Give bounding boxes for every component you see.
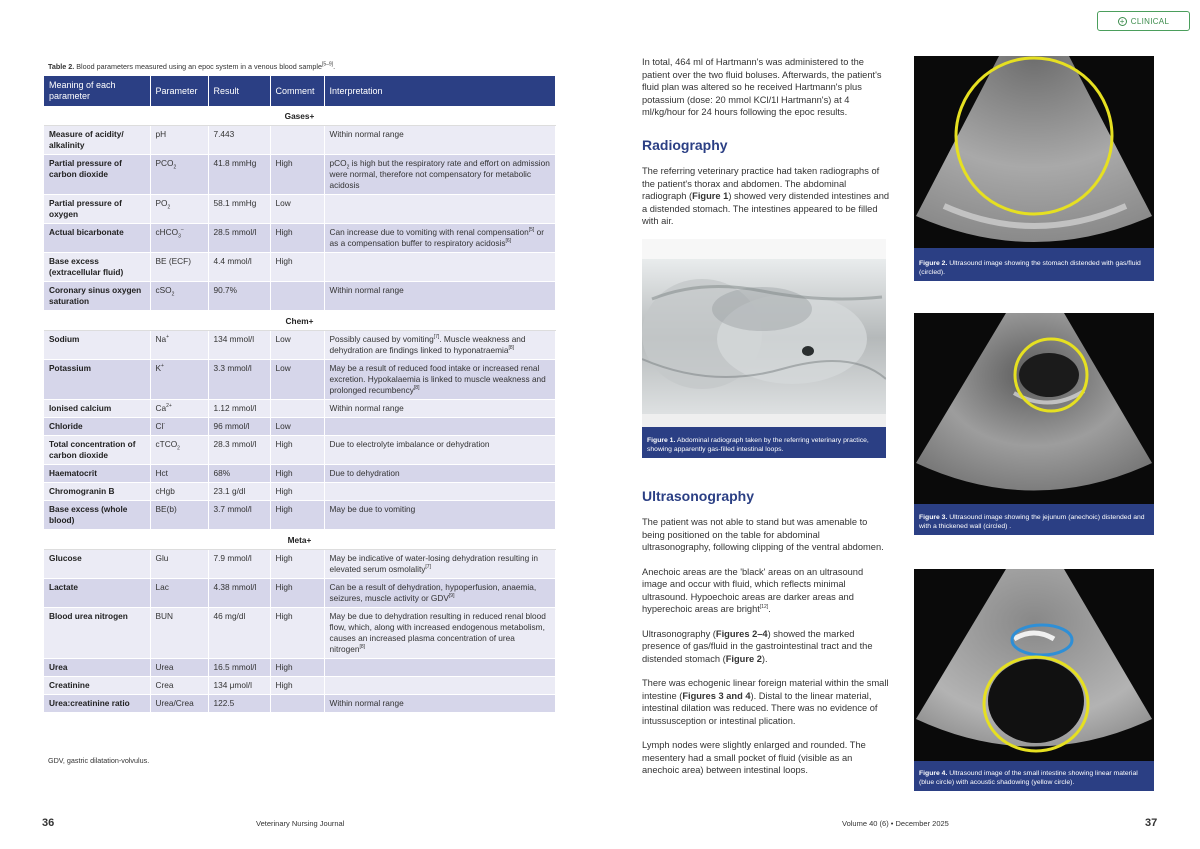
cell-interpretation bbox=[324, 418, 556, 436]
header-comment: Comment bbox=[270, 76, 324, 106]
cell-comment bbox=[270, 400, 324, 418]
caption-label: Figure 4. bbox=[919, 770, 948, 777]
cell-meaning: Coronary sinus oxygen saturation bbox=[44, 282, 150, 311]
text-run: ) showed very distended intestines and a distended stomach. The intestines appeared to be filled with air. bbox=[642, 191, 890, 226]
cell-interpretation bbox=[324, 224, 556, 253]
intro-paragraph bbox=[642, 56, 890, 131]
cell-meaning: Partial pressure of oxygen bbox=[44, 195, 150, 224]
text-run: ) showed the marked presence of gas/fluid in the gastrointestinal tract and the distended stomach ( bbox=[642, 628, 873, 664]
paragraph bbox=[642, 628, 890, 666]
cell-result: 96 mmol/l bbox=[208, 418, 270, 436]
header-meaning: Meaning of each parameter bbox=[44, 76, 150, 106]
param-text: Cl bbox=[155, 421, 164, 431]
ultrasound-small-intestine-svg bbox=[914, 569, 1154, 761]
interp-text: May be indicative of water-losing dehydration resulting in elevated serum osmolality bbox=[329, 553, 538, 574]
ultrasonography-paragraphs bbox=[642, 516, 890, 789]
figure-2 bbox=[914, 56, 1154, 281]
table-row bbox=[44, 253, 556, 282]
section-row-meta bbox=[44, 530, 556, 550]
param-sub: 2 bbox=[173, 164, 177, 171]
text-run: There was echogenic linear foreign material within the small intestine ( bbox=[642, 678, 889, 701]
header-result: Result bbox=[208, 76, 270, 106]
param-text: cHCO bbox=[155, 227, 179, 237]
cell-parameter bbox=[150, 155, 208, 195]
cell-comment: Low bbox=[270, 195, 324, 224]
radiography-paragraph bbox=[642, 165, 890, 240]
figure-ref: Figure 1 bbox=[692, 191, 729, 201]
cell-interpretation bbox=[324, 155, 556, 195]
cell-comment: High bbox=[270, 465, 324, 483]
cell-interpretation bbox=[324, 579, 556, 608]
cell-interpretation: Due to electrolyte imbalance or dehydration bbox=[324, 436, 556, 465]
figure-4-caption bbox=[919, 769, 1149, 787]
figure-1 bbox=[642, 239, 886, 458]
cell-comment: High bbox=[270, 608, 324, 659]
cell-meaning: Urea:creatinine ratio bbox=[44, 695, 150, 713]
citation-ref: [12] bbox=[759, 603, 769, 610]
cell-comment: High bbox=[270, 550, 324, 579]
cell-interpretation: Due to dehydration bbox=[324, 465, 556, 483]
text-run: . bbox=[768, 604, 771, 614]
param-sub: 3 bbox=[178, 233, 181, 240]
interp-ref: [9] bbox=[448, 593, 455, 600]
cell-meaning: Base excess (extracellular fluid) bbox=[44, 253, 150, 282]
table-row bbox=[44, 155, 556, 195]
radiography-text bbox=[642, 165, 890, 228]
cell-parameter bbox=[150, 400, 208, 418]
right-page-number: 37 bbox=[1145, 817, 1158, 829]
param-text: K bbox=[155, 363, 162, 373]
cell-interpretation bbox=[324, 360, 556, 400]
cell-result: 4.38 mmol/l bbox=[208, 579, 270, 608]
cell-parameter: Hct bbox=[150, 465, 208, 483]
cell-comment: High bbox=[270, 155, 324, 195]
cell-result: 28.5 mmol/l bbox=[208, 224, 270, 253]
text-run: Ultrasonography ( bbox=[642, 628, 716, 639]
cell-meaning: Base excess (whole blood) bbox=[44, 501, 150, 530]
param-sub: 2 bbox=[171, 291, 175, 298]
cell-meaning: Partial pressure of carbon dioxide bbox=[44, 155, 150, 195]
table-row bbox=[44, 195, 556, 224]
table-row bbox=[44, 224, 556, 253]
table-row bbox=[44, 360, 556, 400]
radiograph-image bbox=[642, 239, 886, 427]
param-sup: – bbox=[180, 227, 184, 234]
cell-comment: High bbox=[270, 501, 324, 530]
cell-parameter: Glu bbox=[150, 550, 208, 579]
interp-ref: [7] bbox=[433, 334, 440, 341]
table-row bbox=[44, 483, 556, 501]
cell-interpretation bbox=[324, 659, 556, 677]
cell-result: 122.5 bbox=[208, 695, 270, 713]
text-run: ). Distal to the linear material, intestinal dilation was reduced. There was no evidence of intussusception or intestinal plication. bbox=[642, 690, 878, 726]
cell-meaning: Total concentration of carbon dioxide bbox=[44, 436, 150, 465]
cell-meaning: Lactate bbox=[44, 579, 150, 608]
cell-comment bbox=[270, 695, 324, 713]
cell-comment: Low bbox=[270, 418, 324, 436]
cell-parameter: Urea bbox=[150, 659, 208, 677]
interp-ref: [5] bbox=[528, 227, 535, 234]
cell-meaning: Creatinine bbox=[44, 677, 150, 695]
figure-ref: Figures 2–4 bbox=[715, 628, 768, 639]
param-sup: 2+ bbox=[166, 403, 172, 410]
cell-result: 58.1 mmHg bbox=[208, 195, 270, 224]
param-text: Na bbox=[155, 334, 167, 344]
table-caption-ref: [5–9] bbox=[321, 61, 334, 68]
table-row bbox=[44, 282, 556, 311]
cell-meaning: Blood urea nitrogen bbox=[44, 608, 150, 659]
cell-result: 4.4 mmol/l bbox=[208, 253, 270, 282]
interp-text: Can increase due to vomiting with renal compensation bbox=[329, 227, 529, 237]
param-text: cSO bbox=[155, 285, 172, 295]
cell-result: 134 μmol/l bbox=[208, 677, 270, 695]
figure-3-caption bbox=[919, 513, 1149, 531]
table-row bbox=[44, 400, 556, 418]
interp-text: . Muscle weakness and dehydration are findings linked to hyponatraemia bbox=[329, 334, 526, 355]
caption-label: Figure 3. bbox=[919, 514, 948, 521]
table-row bbox=[44, 436, 556, 465]
cell-comment: High bbox=[270, 677, 324, 695]
figure-2-caption bbox=[919, 259, 1149, 277]
param-sup: - bbox=[163, 421, 166, 428]
cell-meaning: Chloride bbox=[44, 418, 150, 436]
cell-meaning: Measure of acidity/ alkalinity bbox=[44, 126, 150, 155]
cell-result: 16.5 mmol/l bbox=[208, 659, 270, 677]
radiograph-svg bbox=[642, 239, 886, 427]
ultrasound-jejunum-svg bbox=[914, 313, 1154, 504]
text-run: Anechoic areas are the 'black' areas on an ultrasound image and occur with fluid, which reflects minimal ultrasound. Hypoechoic areas are darker areas and hyperechoic areas are bright bbox=[642, 566, 864, 614]
cell-comment bbox=[270, 282, 324, 311]
blood-parameters-table bbox=[44, 76, 556, 713]
cell-parameter: Lac bbox=[150, 579, 208, 608]
table-row bbox=[44, 677, 556, 695]
interp-ref: [8] bbox=[413, 385, 420, 392]
cell-parameter bbox=[150, 360, 208, 400]
interp-ref: [8] bbox=[359, 644, 366, 651]
cell-parameter: BE (ECF) bbox=[150, 253, 208, 282]
cell-result: 68% bbox=[208, 465, 270, 483]
cell-interpretation bbox=[324, 677, 556, 695]
table-row bbox=[44, 465, 556, 483]
journal-name: Veterinary Nursing Journal bbox=[256, 819, 345, 828]
cell-comment bbox=[270, 126, 324, 155]
interp-text: pCO bbox=[329, 158, 347, 168]
section-label: Gases+ bbox=[44, 106, 556, 126]
caption-text: Abdominal radiograph taken by the referring veterinary practice, showing apparently gas-filled intestinal loops. bbox=[647, 437, 869, 453]
paragraph: The patient was not able to stand but was amenable to being positioned on the table for abdominal ultrasonography, following clipping of the ventral abdomen. bbox=[642, 517, 884, 552]
interp-text: or as a compensation buffer to respiratory acidosis bbox=[329, 227, 544, 248]
plus-circle-icon: + bbox=[1118, 17, 1127, 26]
clinical-badge-label: CLINICAL bbox=[1130, 16, 1170, 26]
figure-ref: Figure 2 bbox=[725, 653, 762, 664]
cell-comment: High bbox=[270, 436, 324, 465]
cell-result: 3.7 mmol/l bbox=[208, 501, 270, 530]
clinical-badge bbox=[1097, 11, 1190, 31]
cell-interpretation bbox=[324, 253, 556, 282]
cell-parameter bbox=[150, 331, 208, 360]
cell-comment: High bbox=[270, 483, 324, 501]
param-text: Ca bbox=[155, 403, 167, 413]
ultrasound-jejunum-image bbox=[914, 313, 1154, 504]
cell-result: 41.8 mmHg bbox=[208, 155, 270, 195]
heading-ultrasonography: Ultrasonography bbox=[642, 488, 755, 504]
interp-text: May be a result of reduced food intake or increased renal excretion. Hypokalaemia is linked to muscle weakness and prolonged recumbency bbox=[329, 363, 546, 395]
cell-meaning: Haematocrit bbox=[44, 465, 150, 483]
cell-comment: High bbox=[270, 224, 324, 253]
cell-comment: Low bbox=[270, 360, 324, 400]
interp-text: Possibly caused by vomiting bbox=[329, 334, 434, 344]
table-row bbox=[44, 331, 556, 360]
cell-parameter: cHgb bbox=[150, 483, 208, 501]
cell-result: 46 mg/dl bbox=[208, 608, 270, 659]
cell-comment: High bbox=[270, 253, 324, 282]
cell-result: 3.3 mmol/l bbox=[208, 360, 270, 400]
issue-info: Volume 40 (6) • December 2025 bbox=[842, 819, 949, 828]
cell-result: 23.1 g/dl bbox=[208, 483, 270, 501]
cell-meaning: Glucose bbox=[44, 550, 150, 579]
cell-result: 7.443 bbox=[208, 126, 270, 155]
figure-4 bbox=[914, 569, 1154, 791]
table-row bbox=[44, 608, 556, 659]
paragraph bbox=[642, 566, 890, 616]
table-caption-label: Table 2. bbox=[48, 62, 75, 71]
cell-parameter: Crea bbox=[150, 677, 208, 695]
cell-parameter bbox=[150, 282, 208, 311]
caption-label: Figure 2. bbox=[919, 260, 948, 267]
section-label: Meta+ bbox=[44, 530, 556, 550]
cell-meaning: Ionised calcium bbox=[44, 400, 150, 418]
cell-interpretation bbox=[324, 483, 556, 501]
cell-result: 28.3 mmol/l bbox=[208, 436, 270, 465]
cell-meaning: Actual bicarbonate bbox=[44, 224, 150, 253]
interp-text: Can be a result of dehydration, hypoperfusion, anaemia, seizures, muscle activity or GDV bbox=[329, 582, 537, 603]
param-text: cTCO bbox=[155, 439, 178, 449]
right-page bbox=[600, 0, 1200, 849]
caption-text: Ultrasound image showing the jejunum (anechoic) distended and with a thickened wall (circled) . bbox=[919, 514, 1145, 530]
param-text: PCO bbox=[155, 158, 174, 168]
figure-3 bbox=[914, 313, 1154, 535]
table-row bbox=[44, 579, 556, 608]
caption-text: Ultrasound image of the small intestine showing linear material (blue circle) with acoustic shadowing (yellow circle). bbox=[919, 770, 1138, 786]
cell-interpretation bbox=[324, 550, 556, 579]
left-page-number: 36 bbox=[42, 817, 55, 829]
section-row-gases bbox=[44, 106, 556, 126]
cell-parameter: BUN bbox=[150, 608, 208, 659]
paragraph bbox=[642, 677, 890, 727]
cell-interpretation: Within normal range bbox=[324, 126, 556, 155]
table-header-row bbox=[44, 76, 556, 106]
section-label: Chem+ bbox=[44, 311, 556, 331]
cell-interpretation: Within normal range bbox=[324, 400, 556, 418]
caption-text: Ultrasound image showing the stomach distended with gas/fluid (circled). bbox=[919, 260, 1141, 276]
table-row bbox=[44, 695, 556, 713]
cell-result: 1.12 mmol/l bbox=[208, 400, 270, 418]
cell-interpretation bbox=[324, 195, 556, 224]
interp-text: May be due to dehydration resulting in reduced renal blood flow, which, along with increased endogenous metabolism, causes an increased plasma concentration of urea nitrogen bbox=[329, 611, 546, 654]
table-row bbox=[44, 126, 556, 155]
cell-parameter bbox=[150, 418, 208, 436]
header-parameter: Parameter bbox=[150, 76, 208, 106]
figure-1-caption bbox=[647, 436, 881, 454]
cell-comment: High bbox=[270, 659, 324, 677]
ultrasound-small-intestine-image bbox=[914, 569, 1154, 761]
param-sub: 2 bbox=[177, 445, 180, 452]
text-run: ). bbox=[761, 653, 768, 664]
table-row bbox=[44, 501, 556, 530]
cell-meaning: Sodium bbox=[44, 331, 150, 360]
cell-interpretation: Within normal range bbox=[324, 282, 556, 311]
cell-parameter: pH bbox=[150, 126, 208, 155]
param-sup: + bbox=[166, 334, 170, 341]
figure-ref: Figures 3 and 4 bbox=[682, 690, 751, 701]
interp-text: is high but the respiratory rate and effort on admission were normal, therefore not compensatory for metabolic acidosis bbox=[329, 158, 550, 190]
section-row-chem bbox=[44, 311, 556, 331]
cell-parameter bbox=[150, 436, 208, 465]
text-run: The referring veterinary practice had taken radiographs of the patient's thorax and abdomen. The abdominal radiograph ( bbox=[642, 166, 880, 201]
param-text: PO bbox=[155, 198, 168, 208]
cell-result: 134 mmol/l bbox=[208, 331, 270, 360]
cell-interpretation: May be due to vomiting bbox=[324, 501, 556, 530]
table-row bbox=[44, 418, 556, 436]
cell-parameter bbox=[150, 195, 208, 224]
cell-comment: Low bbox=[270, 331, 324, 360]
table-row bbox=[44, 550, 556, 579]
interp-ref: [6] bbox=[505, 238, 512, 245]
ultrasound-stomach-svg bbox=[914, 56, 1154, 248]
ultrasound-stomach-image bbox=[914, 56, 1154, 248]
paragraph: Lymph nodes were slightly enlarged and rounded. The mesentery had a small pocket of fluid (visible as an anechoic area) between intestinal loops. bbox=[642, 740, 866, 775]
cell-parameter: BE(b) bbox=[150, 501, 208, 530]
intro-text: In total, 464 ml of Hartmann's was administered to the patient over the two fluid boluses. Afterwards, the patient's fluid plan was altered so he received Hartmann's plus potassium (dose: 20 mmol KCl/1l Hartmann's) at 4 ml/kg/hour for 24 hours following the epoc results. bbox=[642, 57, 882, 117]
table-row bbox=[44, 659, 556, 677]
table-footnote: GDV, gastric dilatation-volvulus. bbox=[48, 756, 150, 765]
cell-parameter bbox=[150, 224, 208, 253]
interp-ref: [7] bbox=[425, 564, 431, 571]
cell-result: 7.9 mmol/l bbox=[208, 550, 270, 579]
interp-ref: [8] bbox=[508, 345, 515, 352]
cell-parameter: Urea/Crea bbox=[150, 695, 208, 713]
cell-interpretation: Within normal range bbox=[324, 695, 556, 713]
interp-sub: 2 bbox=[346, 164, 350, 171]
header-interpretation: Interpretation bbox=[324, 76, 556, 106]
table-caption bbox=[48, 62, 568, 71]
cell-meaning: Chromogranin B bbox=[44, 483, 150, 501]
table-caption-end: . bbox=[333, 62, 336, 71]
table-caption-text: Blood parameters measured using an epoc system in a venous blood sample bbox=[76, 62, 322, 71]
cell-meaning: Potassium bbox=[44, 360, 150, 400]
param-sup: + bbox=[161, 363, 164, 370]
heading-radiography: Radiography bbox=[642, 137, 728, 153]
cell-interpretation bbox=[324, 331, 556, 360]
cell-interpretation bbox=[324, 608, 556, 659]
param-sub: 2 bbox=[167, 204, 171, 211]
caption-label: Figure 1. bbox=[647, 437, 676, 444]
cell-comment: High bbox=[270, 579, 324, 608]
cell-meaning: Urea bbox=[44, 659, 150, 677]
cell-result: 90.7% bbox=[208, 282, 270, 311]
